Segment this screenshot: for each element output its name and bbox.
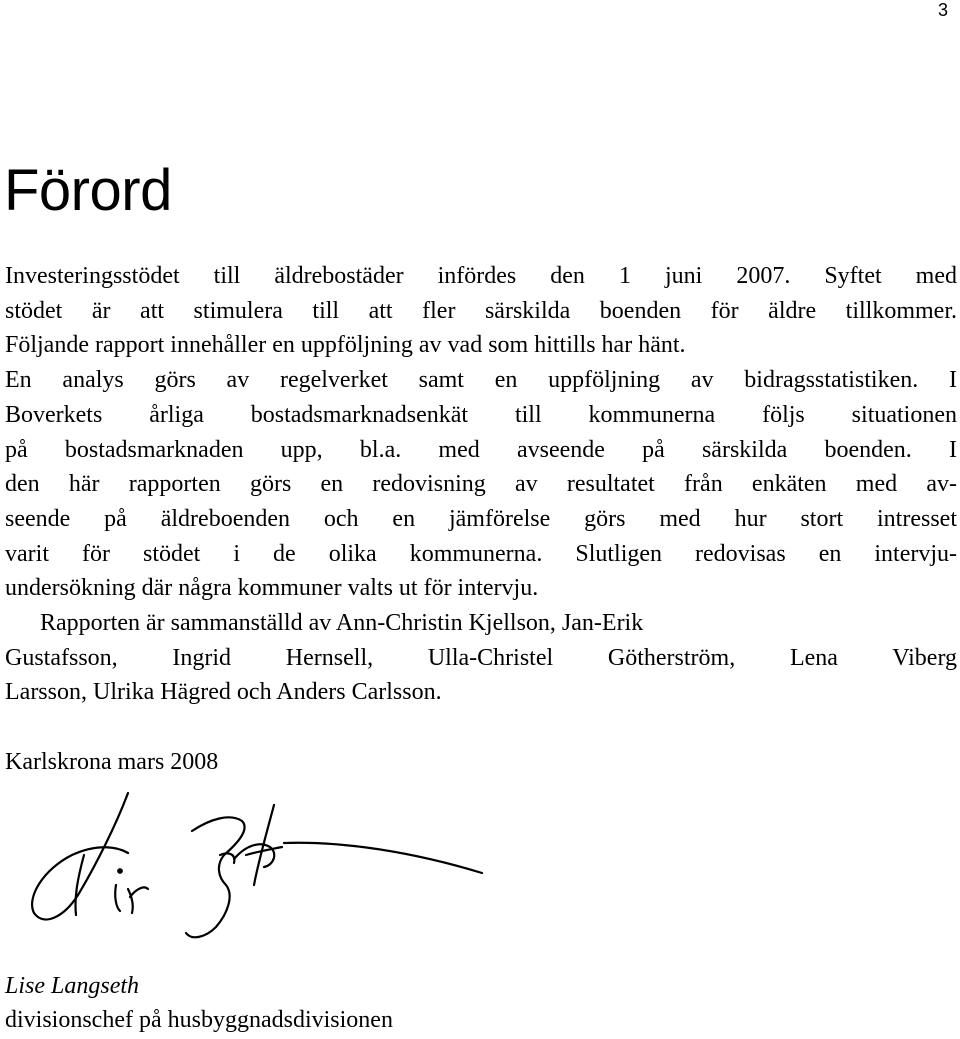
paragraph-line: undersökning där några kommuner valts ut för intervju. — [5, 575, 539, 602]
signer-name: Lise Langseth — [5, 973, 140, 999]
paragraph-line: En analys görs av regelverket samt en uppföljning av bidragsstatistiken. I — [5, 367, 957, 394]
page-title: Förord — [4, 158, 172, 223]
preface-body — [5, 259, 957, 710]
paragraph-line: den här rapporten görs en redovisning av resultatet från enkäten med av- — [5, 471, 957, 498]
paragraph-line: Gustafsson, Ingrid Hernsell, Ulla-Christel Götherström, Lena Viberg — [5, 644, 957, 671]
paragraph-line: på bostadsmarknaden upp, bl.a. med avseende på särskilda boenden. I — [5, 436, 957, 463]
paragraph-line: varit för stödet i de olika kommunerna. Slutligen redovisas en intervju- — [5, 540, 957, 567]
paragraph-line: seende på äldreboenden och en jämförelse görs med hur stort intresset — [5, 505, 957, 532]
handwritten-signature — [20, 785, 495, 960]
paragraph-line: Följande rapport innehåller en uppföljning av vad som hittills har hänt. — [5, 332, 686, 359]
paragraph-line: Investeringsstödet till äldrebostäder infördes den 1 juni 2007. Syftet med — [5, 263, 957, 289]
paragraph-line: Rapporten är sammanställd av Ann-Christin Kjellson, Jan-Erik — [40, 610, 644, 637]
signer-title: divisionschef på husbyggnadsdivisionen — [5, 1007, 393, 1033]
paragraph-line: Boverkets årliga bostadsmarknadsenkät till kommunerna följs situationen — [5, 401, 957, 428]
page-number: 3 — [937, 0, 948, 20]
paragraph-line: Larsson, Ulrika Hägred och Anders Carlsson. — [5, 679, 442, 706]
paragraph-line: stödet är att stimulera till att fler särskilda boenden för äldre tillkommer. — [5, 297, 957, 324]
place-date: Karlskrona mars 2008 — [5, 749, 219, 775]
